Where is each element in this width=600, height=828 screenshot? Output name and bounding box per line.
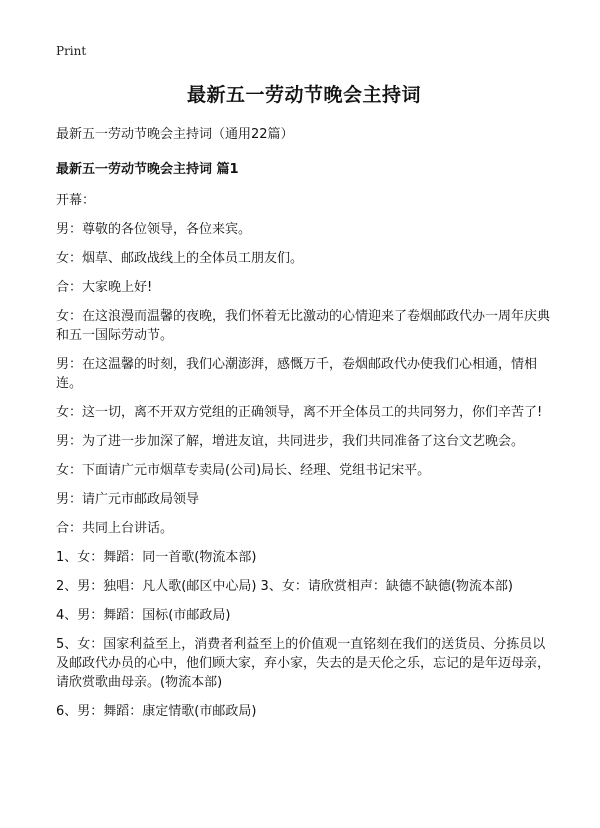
paragraph: 女：烟草、邮政战线上的全体员工朋友们。 (56, 251, 304, 266)
paragraph: 2、男：独唱：凡人歌(邮区中心局) 3、女：请欣赏相声：缺德不缺德(物流本部) (56, 579, 513, 594)
paragraph: 合：共同上台讲话。 (56, 521, 174, 536)
print-link[interactable]: Print (56, 44, 87, 58)
paragraph: 女：下面请广元市烟草专卖局(公司)局长、经理、党组书记宋平。 (56, 463, 431, 478)
paragraph: 合：大家晚上好! (56, 280, 153, 295)
section-heading: 最新五一劳动节晚会主持词 篇1 (56, 162, 239, 177)
paragraph: 男：请广元市邮政局领导 (56, 492, 200, 507)
paragraph: 1、女：舞蹈：同一首歌(物流本部) (56, 550, 257, 565)
paragraph: 6、男：舞蹈：康定情歌(市邮政局) (56, 704, 257, 719)
paragraph: 男：在这温馨的时刻，我们心潮澎湃，感慨万千，卷烟邮政代办使我们心相通，情相连。 (56, 357, 538, 391)
paragraph: 4、男：舞蹈：国标(市邮政局) (56, 608, 231, 623)
paragraph: 女：在这浪漫而温馨的夜晚，我们怀着无比激动的心情迎来了卷烟邮政代办一周年庆典和五一国际劳动节。 (56, 309, 551, 343)
paragraph: 开幕： (56, 193, 96, 208)
paragraph: 女：这一切，离不开双方党组的正确领导，离不开全体员工的共同努力，你们辛苦了! (56, 405, 543, 420)
page-title: 最新五一劳动节晚会主持词 (186, 84, 421, 106)
paragraph: 男：尊敬的各位领导，各位来宾。 (56, 222, 252, 237)
paragraph: 5、女：国家利益至上，消费者利益至上的价值观一直铭刻在我们的送货员、分拣员以及邮政代办员的心中，他们顾大家，弃小家，失去的是天伦之乐，忘记的是年迈母亲，请欣赏歌曲母亲。(物流本部) (56, 637, 551, 690)
subtitle: 最新五一劳动节晚会主持词（通用22篇） (56, 127, 294, 142)
paragraph: 男：为了进一步加深了解，增进友谊，共同进步，我们共同准备了这台文艺晚会。 (56, 434, 525, 449)
